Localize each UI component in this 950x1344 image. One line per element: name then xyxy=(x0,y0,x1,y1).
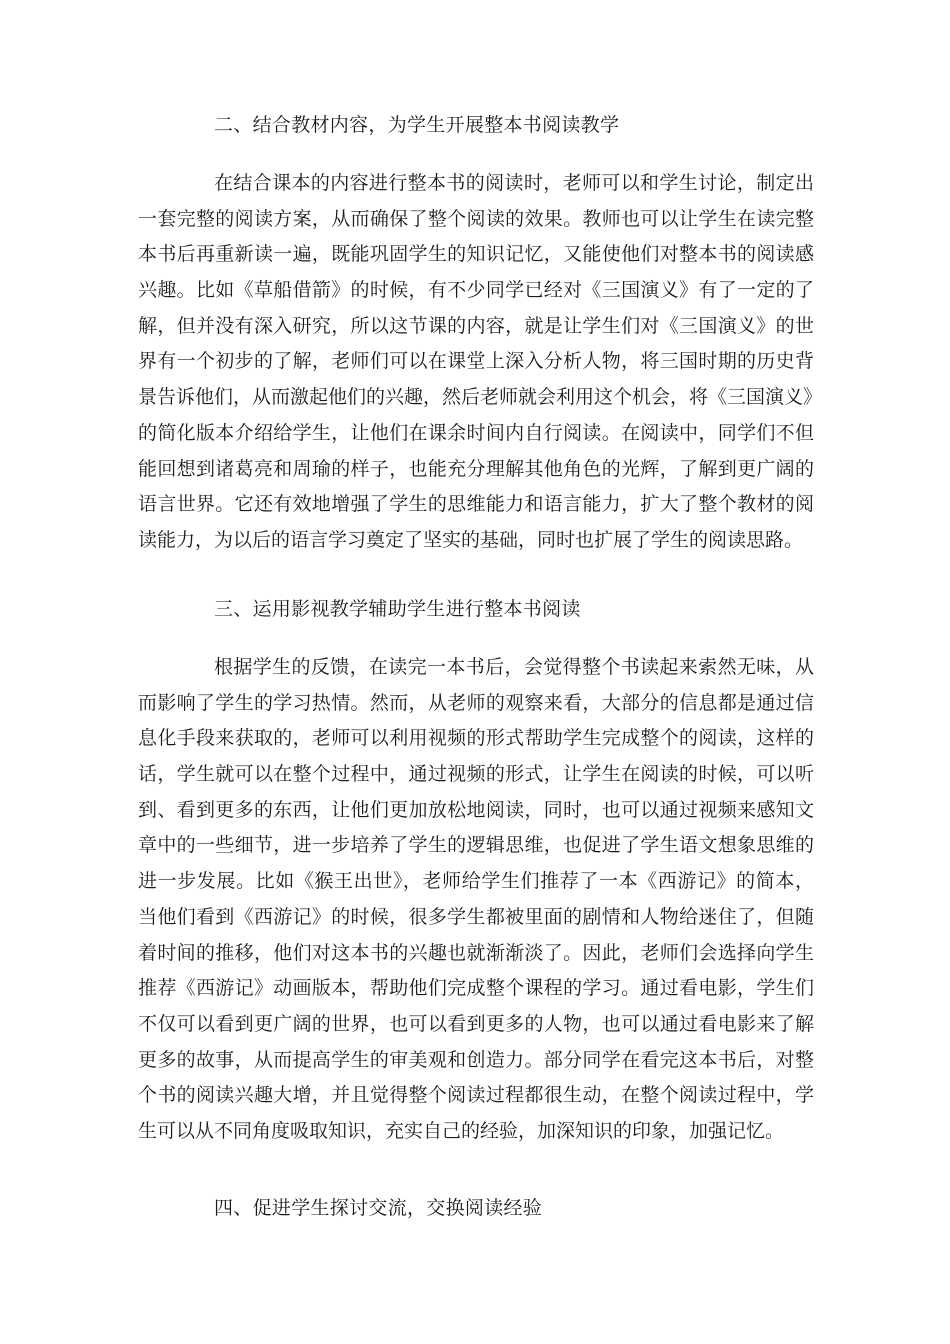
paragraph-line: 景告诉他们，从而激起他们的兴趣，然后老师就会利用这个机会，将《三国演义》 xyxy=(138,386,823,409)
paragraph-line: 生可以从不同角度吸取知识，充实自己的经验，加深知识的印象，加强记忆。 xyxy=(138,1119,785,1142)
paragraph-line: 界有一个初步的了解，老师们可以在课堂上深入分析人物，将三国时期的历史背 xyxy=(138,350,814,373)
paragraph-line: 兴趣。比如《草船借箭》的时候，有不少同学已经对《三国演义》有了一定的了 xyxy=(138,279,814,302)
paragraph-line: 语言世界。它还有效地增强了学生的思维能力和语言能力，扩大了整个教材的阅 xyxy=(138,493,814,516)
paragraph-line: 到、看到更多的东西，让他们更加放松地阅读，同时，也可以通过视频来感知文 xyxy=(138,798,814,821)
paragraph-line: 当他们看到《西游记》的时候，很多学生都被里面的剧情和人物给迷住了，但随 xyxy=(138,905,814,928)
paragraph-line: 推荐《西游记》动画版本，帮助他们完成整个课程的学习。通过看电影，学生们 xyxy=(138,977,814,1000)
paragraph-line: 不仅可以看到更广阔的世界，也可以看到更多的人物，也可以通过看电影来了解 xyxy=(138,1012,814,1035)
section-heading-2: 二、结合教材内容，为学生开展整本书阅读教学 xyxy=(214,114,620,136)
paragraph-line: 进一步发展。比如《猴王出世》，老师给学生们推荐了一本《西游记》的简本， xyxy=(138,870,814,893)
paragraph-line: 而影响了学生的学习热情。然而，从老师的观察来看，大部分的信息都是通过信 xyxy=(138,691,814,714)
paragraph-line: 解，但并没有深入研究，所以这节课的内容，就是让学生们对《三国演义》的世 xyxy=(138,314,814,337)
paragraph-line: 话，学生就可以在整个过程中，通过视频的形式，让学生在阅读的时候，可以听 xyxy=(138,763,814,786)
paragraph-line: 个书的阅读兴趣大增，并且觉得整个阅读过程都很生动，在整个阅读过程中，学 xyxy=(138,1084,814,1107)
paragraph-line: 更多的故事，从而提高学生的审美观和创造力。部分同学在看完这本书后，对整 xyxy=(138,1048,814,1071)
paragraph-line: 着时间的推移，他们对这本书的兴趣也就渐渐淡了。因此，老师们会选择向学生 xyxy=(138,941,814,964)
paragraph-line: 根据学生的反馈，在读完一本书后，会觉得整个书读起来索然无味，从 xyxy=(214,656,814,678)
paragraph-line: 一套完整的阅读方案，从而确保了整个阅读的效果。教师也可以让学生在读完整 xyxy=(138,207,814,230)
section-paragraph-2 xyxy=(138,166,823,559)
paragraph-line: 能回想到诸葛亮和周瑜的样子，也能充分理解其他角色的光辉，了解到更广阔的 xyxy=(138,457,814,480)
paragraph-line: 读能力，为以后的语言学习奠定了坚实的基础，同时也扩展了学生的阅读思路。 xyxy=(138,528,804,551)
paragraph-line: 在结合课本的内容进行整本书的阅读时，老师可以和学生讨论，制定出 xyxy=(214,172,814,194)
paragraph-line: 本书后再重新读一遍，既能巩固学生的知识记忆，又能使他们对整本书的阅读感 xyxy=(138,243,814,266)
section-heading-3: 三、运用影视教学辅助学生进行整本书阅读 xyxy=(214,598,581,620)
paragraph-line: 的简化版本介绍给学生，让他们在课余时间内自行阅读。在阅读中，同学们不但 xyxy=(138,421,814,444)
section-heading-4: 四、促进学生探讨交流，交换阅读经验 xyxy=(214,1197,543,1219)
paragraph-line: 息化手段来获取的，老师可以利用视频的形式帮助学生完成整个的阅读，这样的 xyxy=(138,727,814,750)
section-paragraph-3 xyxy=(138,650,814,1150)
paragraph-line: 章中的一些细节，进一步培养了学生的逻辑思维，也促进了学生语文想象思维的 xyxy=(138,834,814,857)
